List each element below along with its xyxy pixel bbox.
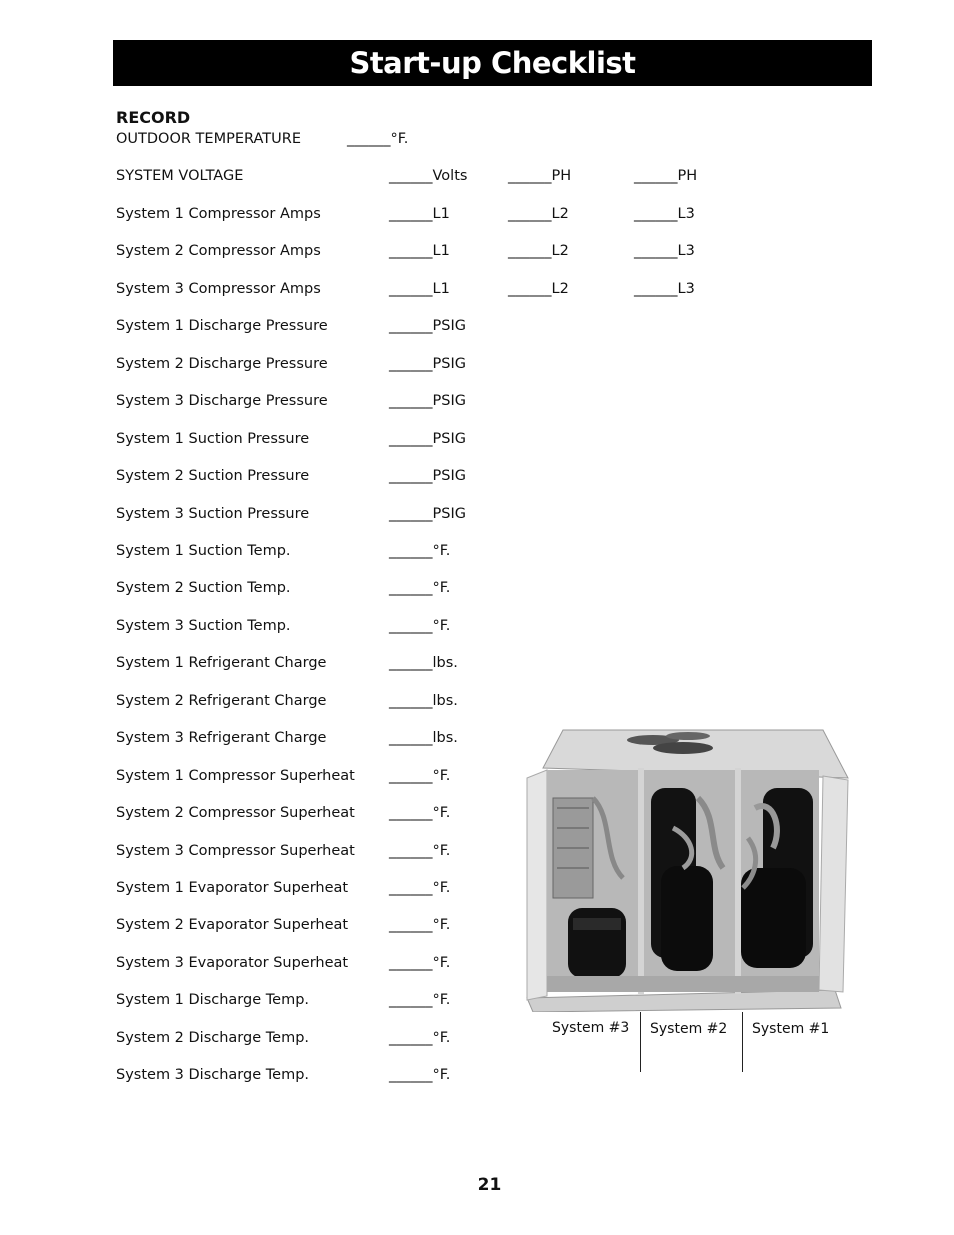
row-label: System 1 Refrigerant Charge xyxy=(116,655,327,671)
record-field: ______Volts xyxy=(389,168,468,184)
row-label: System 2 Discharge Temp. xyxy=(116,1030,310,1046)
checklist-row xyxy=(0,166,954,186)
record-field: ______PSIG xyxy=(389,393,466,409)
page-number: 21 xyxy=(477,1175,502,1195)
record-field: ______°F. xyxy=(389,880,451,896)
record-field: ______PH xyxy=(508,168,572,184)
record-field: ______L2 xyxy=(508,206,569,222)
title-bar xyxy=(113,40,872,86)
row-label: System 1 Compressor Superheat xyxy=(116,768,355,784)
record-field: ______PSIG xyxy=(389,506,466,522)
caption-divider-left xyxy=(640,1012,641,1072)
record-field: ______°F. xyxy=(389,618,451,634)
row-label: System 2 Evaporator Superheat xyxy=(116,917,349,933)
record-field: ______PSIG xyxy=(389,468,466,484)
checklist-row xyxy=(0,241,954,261)
checklist-row xyxy=(0,429,954,449)
checklist-row xyxy=(0,691,954,711)
row-label: System 2 Suction Temp. xyxy=(116,580,291,596)
record-field: ______L3 xyxy=(634,281,695,297)
row-label: System 1 Compressor Amps xyxy=(116,206,321,222)
row-label: System 3 Refrigerant Charge xyxy=(116,730,327,746)
record-field: ______L2 xyxy=(508,281,569,297)
record-field: ______°F. xyxy=(389,1030,451,1046)
record-field: ______PH xyxy=(634,168,698,184)
row-label: System 3 Discharge Temp. xyxy=(116,1067,310,1083)
record-field: ______°F. xyxy=(389,580,451,596)
checklist-row xyxy=(0,616,954,636)
record-field: ______L3 xyxy=(634,206,695,222)
condensing-unit-photo xyxy=(523,728,849,1012)
record-field: ______PSIG xyxy=(389,431,466,447)
row-label: System 1 Evaporator Superheat xyxy=(116,880,349,896)
checklist-row xyxy=(0,504,954,524)
checklist-row xyxy=(0,279,954,299)
record-field: ______L1 xyxy=(389,281,450,297)
row-label: System 3 Evaporator Superheat xyxy=(116,955,349,971)
row-label: System 3 Compressor Amps xyxy=(116,281,321,297)
record-field: ______°F. xyxy=(389,992,451,1008)
caption-divider-right xyxy=(742,1012,743,1072)
record-field: ______L1 xyxy=(389,243,450,259)
record-field: ______PSIG xyxy=(389,318,466,334)
caption-system-2: System #2 xyxy=(650,1021,728,1037)
record-field: ______°F. xyxy=(347,131,409,147)
checklist-row xyxy=(0,316,954,336)
checklist-row xyxy=(0,129,954,149)
row-label: System 2 Suction Pressure xyxy=(116,468,310,484)
record-field: ______°F. xyxy=(389,768,451,784)
row-label: System 2 Discharge Pressure xyxy=(116,356,328,372)
checklist-row xyxy=(0,466,954,486)
row-label: System 3 Suction Temp. xyxy=(116,618,291,634)
checklist-row xyxy=(0,653,954,673)
checklist-row xyxy=(0,578,954,598)
checklist-row xyxy=(0,354,954,374)
checklist-row xyxy=(0,204,954,224)
checklist-row xyxy=(0,391,954,411)
page-title: Start-up Checklist xyxy=(349,46,636,80)
caption-system-3: System #3 xyxy=(552,1020,630,1036)
section-heading: RECORD xyxy=(116,108,191,127)
checklist-row xyxy=(0,541,954,561)
record-field: ______lbs. xyxy=(389,730,458,746)
record-field: ______PSIG xyxy=(389,356,466,372)
row-label: System 3 Discharge Pressure xyxy=(116,393,328,409)
record-field: ______L3 xyxy=(634,243,695,259)
record-field: ______°F. xyxy=(389,1067,451,1083)
row-label: System 3 Suction Pressure xyxy=(116,506,310,522)
row-label: System 1 Suction Pressure xyxy=(116,431,310,447)
row-label: System 2 Compressor Superheat xyxy=(116,805,355,821)
row-label: System 1 Discharge Temp. xyxy=(116,992,310,1008)
record-field: ______lbs. xyxy=(389,655,458,671)
record-field: ______°F. xyxy=(389,843,451,859)
record-field: ______°F. xyxy=(389,805,451,821)
row-label: System 2 Refrigerant Charge xyxy=(116,693,327,709)
record-field: ______°F. xyxy=(389,955,451,971)
record-field: ______°F. xyxy=(389,543,451,559)
caption-system-1: System #1 xyxy=(752,1021,830,1037)
record-field: ______L1 xyxy=(389,206,450,222)
row-label: System 1 Discharge Pressure xyxy=(116,318,328,334)
row-label: System 2 Compressor Amps xyxy=(116,243,321,259)
checklist-row xyxy=(0,1065,954,1085)
record-field: ______L2 xyxy=(508,243,569,259)
row-label: OUTDOOR TEMPERATURE xyxy=(116,131,301,147)
record-field: ______°F. xyxy=(389,917,451,933)
record-field: ______lbs. xyxy=(389,693,458,709)
row-label: System 3 Compressor Superheat xyxy=(116,843,355,859)
row-label: System 1 Suction Temp. xyxy=(116,543,291,559)
row-label: SYSTEM VOLTAGE xyxy=(116,168,244,184)
